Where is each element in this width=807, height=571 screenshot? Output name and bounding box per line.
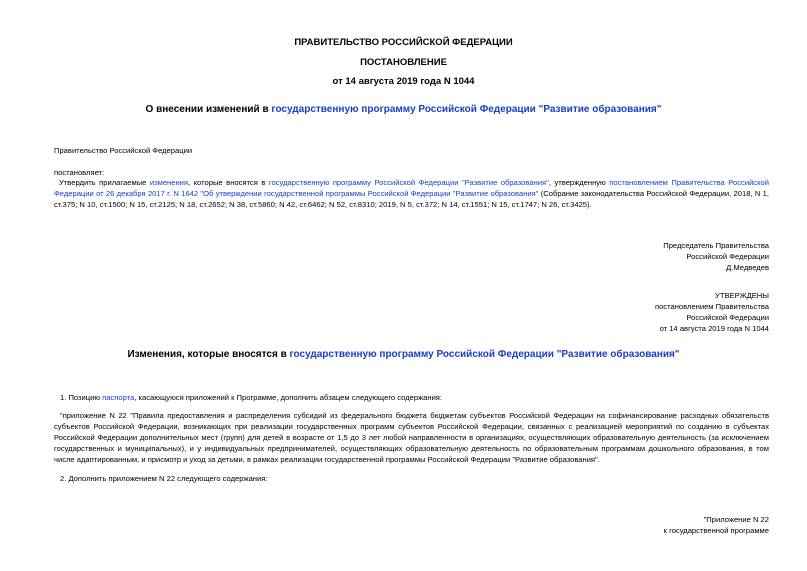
- approved-block: [655, 290, 769, 334]
- decree-paragraph: [54, 177, 769, 210]
- item-1: [60, 392, 442, 403]
- intro-government: Правительство Российской Федерации: [54, 146, 193, 155]
- appendix-line-1: "Приложение N 22: [703, 515, 769, 524]
- appendix-line-2: к государственной программе: [663, 526, 769, 535]
- approved-line-3: Российской Федерации: [686, 313, 769, 322]
- approved-line-1: УТВЕРЖДЕНЫ: [715, 291, 769, 300]
- item-2: 2. Дополнить приложением N 22 следующего содержания:: [60, 474, 268, 483]
- changes-title-prefix: Изменения, которые вносятся в: [127, 349, 290, 360]
- changes-link[interactable]: изменения: [149, 178, 189, 187]
- government-heading: ПРАВИТЕЛЬСТВО РОССИЙСКОЙ ФЕДЕРАЦИИ: [294, 37, 513, 48]
- resolution-title: [0, 104, 807, 115]
- decree-text-2: , которые вносятся в: [188, 178, 269, 187]
- signature-block: [663, 240, 769, 273]
- appendix-quote: "приложение N 22 "Правила предоставления и распределения субсидий из федерального бюджета бюджетам субъектов Российской Федерации на софинансирование расходных обязательств субъектов Российской Федерации, возникающих при реализации государственных программ субъектов Российской Федерации, связанных с реализацией мероприятий по созданию в субъектах Российской Федерации дополнительных мест (групп) для детей в возрасте от 1,5 до 3 лет любой направленности в организациях, осуществляющих образовательную деятельность (за исключением государственных и муниципальных), и у индивидуальных предпринимателей, осуществляющих образовательную деятельность по образовательным программам дошкольного образования, в том числе адаптированным, и присмотр и уход за детьми, в рамках реализации государственной программы Российской Федерации "Развитие образования".: [54, 411, 769, 464]
- resolution-1642-link[interactable]: постановлением Правительства Российской Федерации от 26 декабря 2017 г. N 1642 "Об утверждении государственной программы Российской Федерации "Развитие образования": [54, 178, 769, 198]
- program-link[interactable]: государственную программу Российской Федерации "Развитие образования": [271, 104, 662, 115]
- passport-link[interactable]: паспорта: [102, 393, 135, 402]
- signature-line-1: Председатель Правительства: [663, 241, 769, 250]
- appendix-heading: [664, 514, 769, 536]
- document-type-heading: ПОСТАНОВЛЕНИЕ: [360, 57, 447, 68]
- signature-line-3: Д.Медведев: [726, 263, 769, 272]
- intro-resolves: постановляет:: [54, 168, 105, 177]
- signature-line-2: Российской Федерации: [686, 252, 769, 261]
- approved-line-2: постановлением Правительства: [654, 302, 769, 311]
- changes-title: [0, 349, 807, 360]
- program-link-3[interactable]: государственную программу Российской Федерации "Развитие образования": [289, 349, 680, 360]
- resolution-title-prefix: О внесении изменений в: [145, 104, 272, 115]
- decree-text-1: Утвердить прилагаемые: [59, 178, 150, 187]
- item-1-text-2: , касающуюся приложений к Программе, дополнить абзацем следующего содержания:: [134, 393, 443, 402]
- decree-text-3: , утвержденную: [548, 178, 610, 187]
- decree-text-4: (Собрание законодательства Российской Федерации, 2018, N 1, ст.375; N 10, ст.1500; N 15, ст.2125; N 18, ст.2652; N 38, ст.5860; N 42, ст.6462; N 52, ст.8310; 2019, N 5, ст.372; N 14, ст.1551; N 15, ст.1747; N 26, ст.3425).: [54, 189, 769, 209]
- program-link-2[interactable]: государственную программу Российской Федерации "Развитие образования": [268, 178, 549, 187]
- approved-line-4: от 14 августа 2019 года N 1044: [659, 324, 769, 333]
- date-number-heading: от 14 августа 2019 года N 1044: [332, 76, 475, 87]
- item-1-text-1: 1. Позицию: [60, 393, 103, 402]
